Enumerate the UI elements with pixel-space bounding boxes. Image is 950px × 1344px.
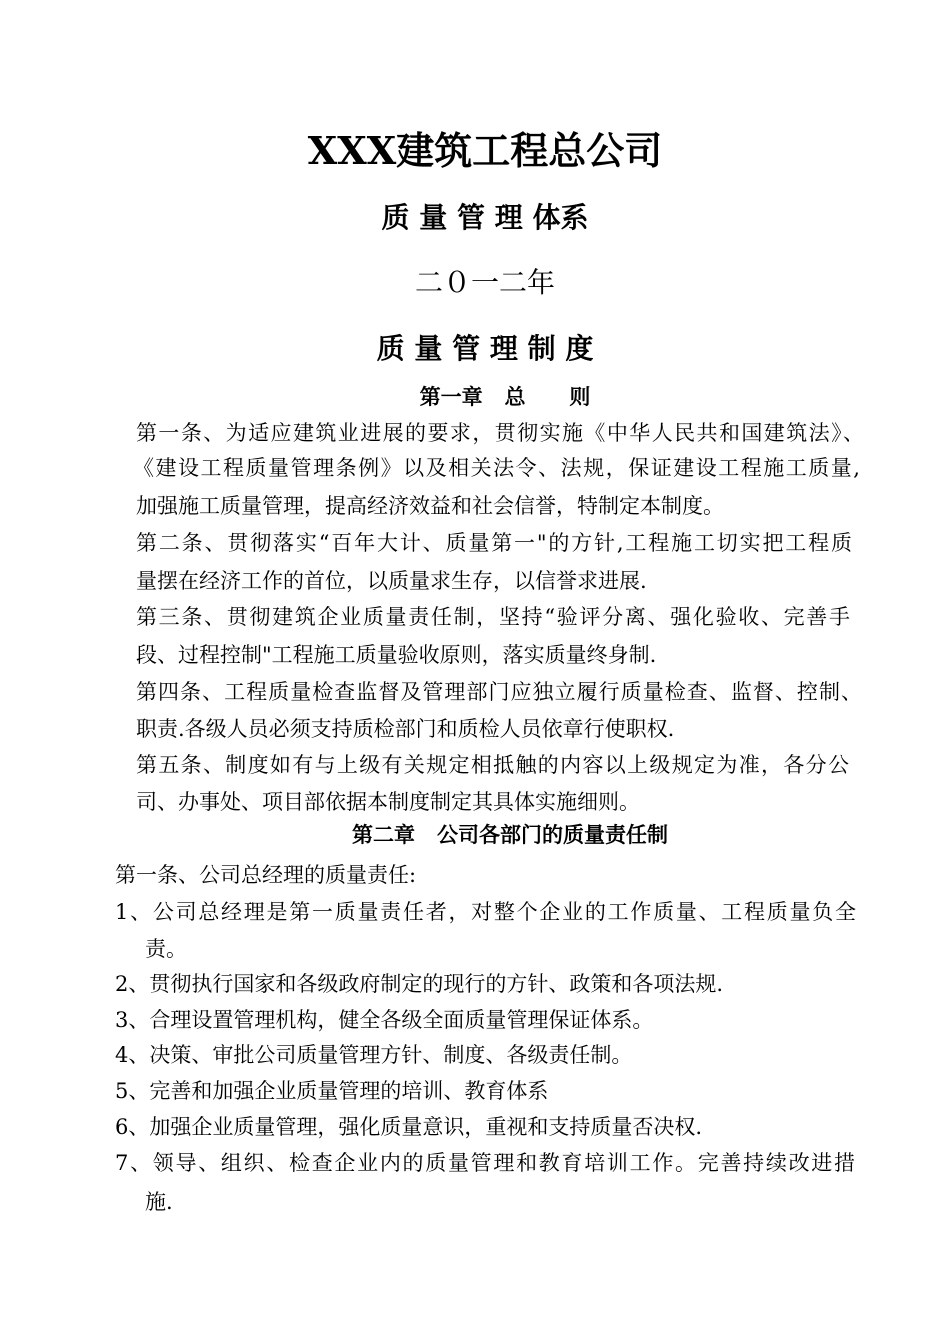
chapter-2-line: 7、领导、组织、检查企业内的质量管理和教育培训工作。完善持续改进措 — [115, 1151, 855, 1175]
chapter-2-line: 4、决策、审批公司质量管理方针、制度、各级责任制。 — [115, 1043, 633, 1067]
chapter-2-line: 施. — [145, 1190, 173, 1214]
chapter-1-line: 量摆在经济工作的首位，以质量求生存，以信誉求进展. — [136, 569, 647, 593]
chapter-1-line: 职责.各级人员必须支持质检部门和质检人员依章行使职权. — [136, 717, 675, 741]
chapter-1-heading: 第一章 总 则 — [419, 384, 591, 409]
document-year: 二０一二年 — [414, 266, 555, 299]
chapter-1-line: 第二条、贯彻落实“百年大计、质量第一"的方针,工程施工切实把工程质 — [136, 531, 852, 555]
chapter-1-line: 第四条、工程质量检查监督及管理部门应独立履行质量检查、监督、控制、 — [136, 680, 862, 704]
chapter-1-line: 司、办事处、项目部依据本制度制定其具体实施细则。 — [136, 790, 640, 814]
document-subtitle: 质 量 管 理 体系 — [381, 201, 589, 234]
chapter-2-line: 6、加强企业质量管理，强化质量意识，重视和支持质量否决权. — [115, 1115, 703, 1139]
section-title: 质 量 管 理 制 度 — [376, 332, 594, 365]
chapter-2-line: 2、贯彻执行国家和各级政府制定的现行的方针、政策和各项法规. — [115, 972, 724, 996]
chapter-1-line: 《建设工程质量管理条例》以及相关法令、法规，保证建设工程施工质量, — [133, 456, 860, 480]
chapter-1-line: 第一条、为适应建筑业进展的要求，贯彻实施《中华人民共和国建筑法》、 — [136, 421, 864, 445]
chapter-1-line: 段、过程控制"工程施工质量验收原则，落实质量终身制. — [136, 643, 657, 667]
chapter-2-line: 5、完善和加强企业质量管理的培训、教育体系 — [115, 1079, 549, 1103]
chapter-1-line: 第三条、贯彻建筑企业质量责任制，坚持“验评分离、强化验收、完善手 — [136, 605, 850, 629]
chapter-2-heading: 第二章 公司各部门的质量责任制 — [352, 822, 668, 847]
chapter-1-line: 第五条、制度如有与上级有关规定相抵触的内容以上级规定为准，各分公 — [136, 753, 849, 777]
chapter-2-line: 3、合理设置管理机构，健全各级全面质量管理保证体系。 — [115, 1008, 654, 1032]
chapter-2-line: 责。 — [145, 937, 187, 961]
chapter-2-line: 1、公司总经理是第一质量责任者，对整个企业的工作质量、工程质量负全 — [115, 900, 856, 924]
chapter-2-line: 第一条、公司总经理的质量责任: — [115, 863, 417, 887]
company-title: XXX建筑工程总公司 — [307, 128, 663, 173]
chapter-1-line: 加强施工质量管理，提高经济效益和社会信誉，特制定本制度。 — [136, 494, 724, 518]
